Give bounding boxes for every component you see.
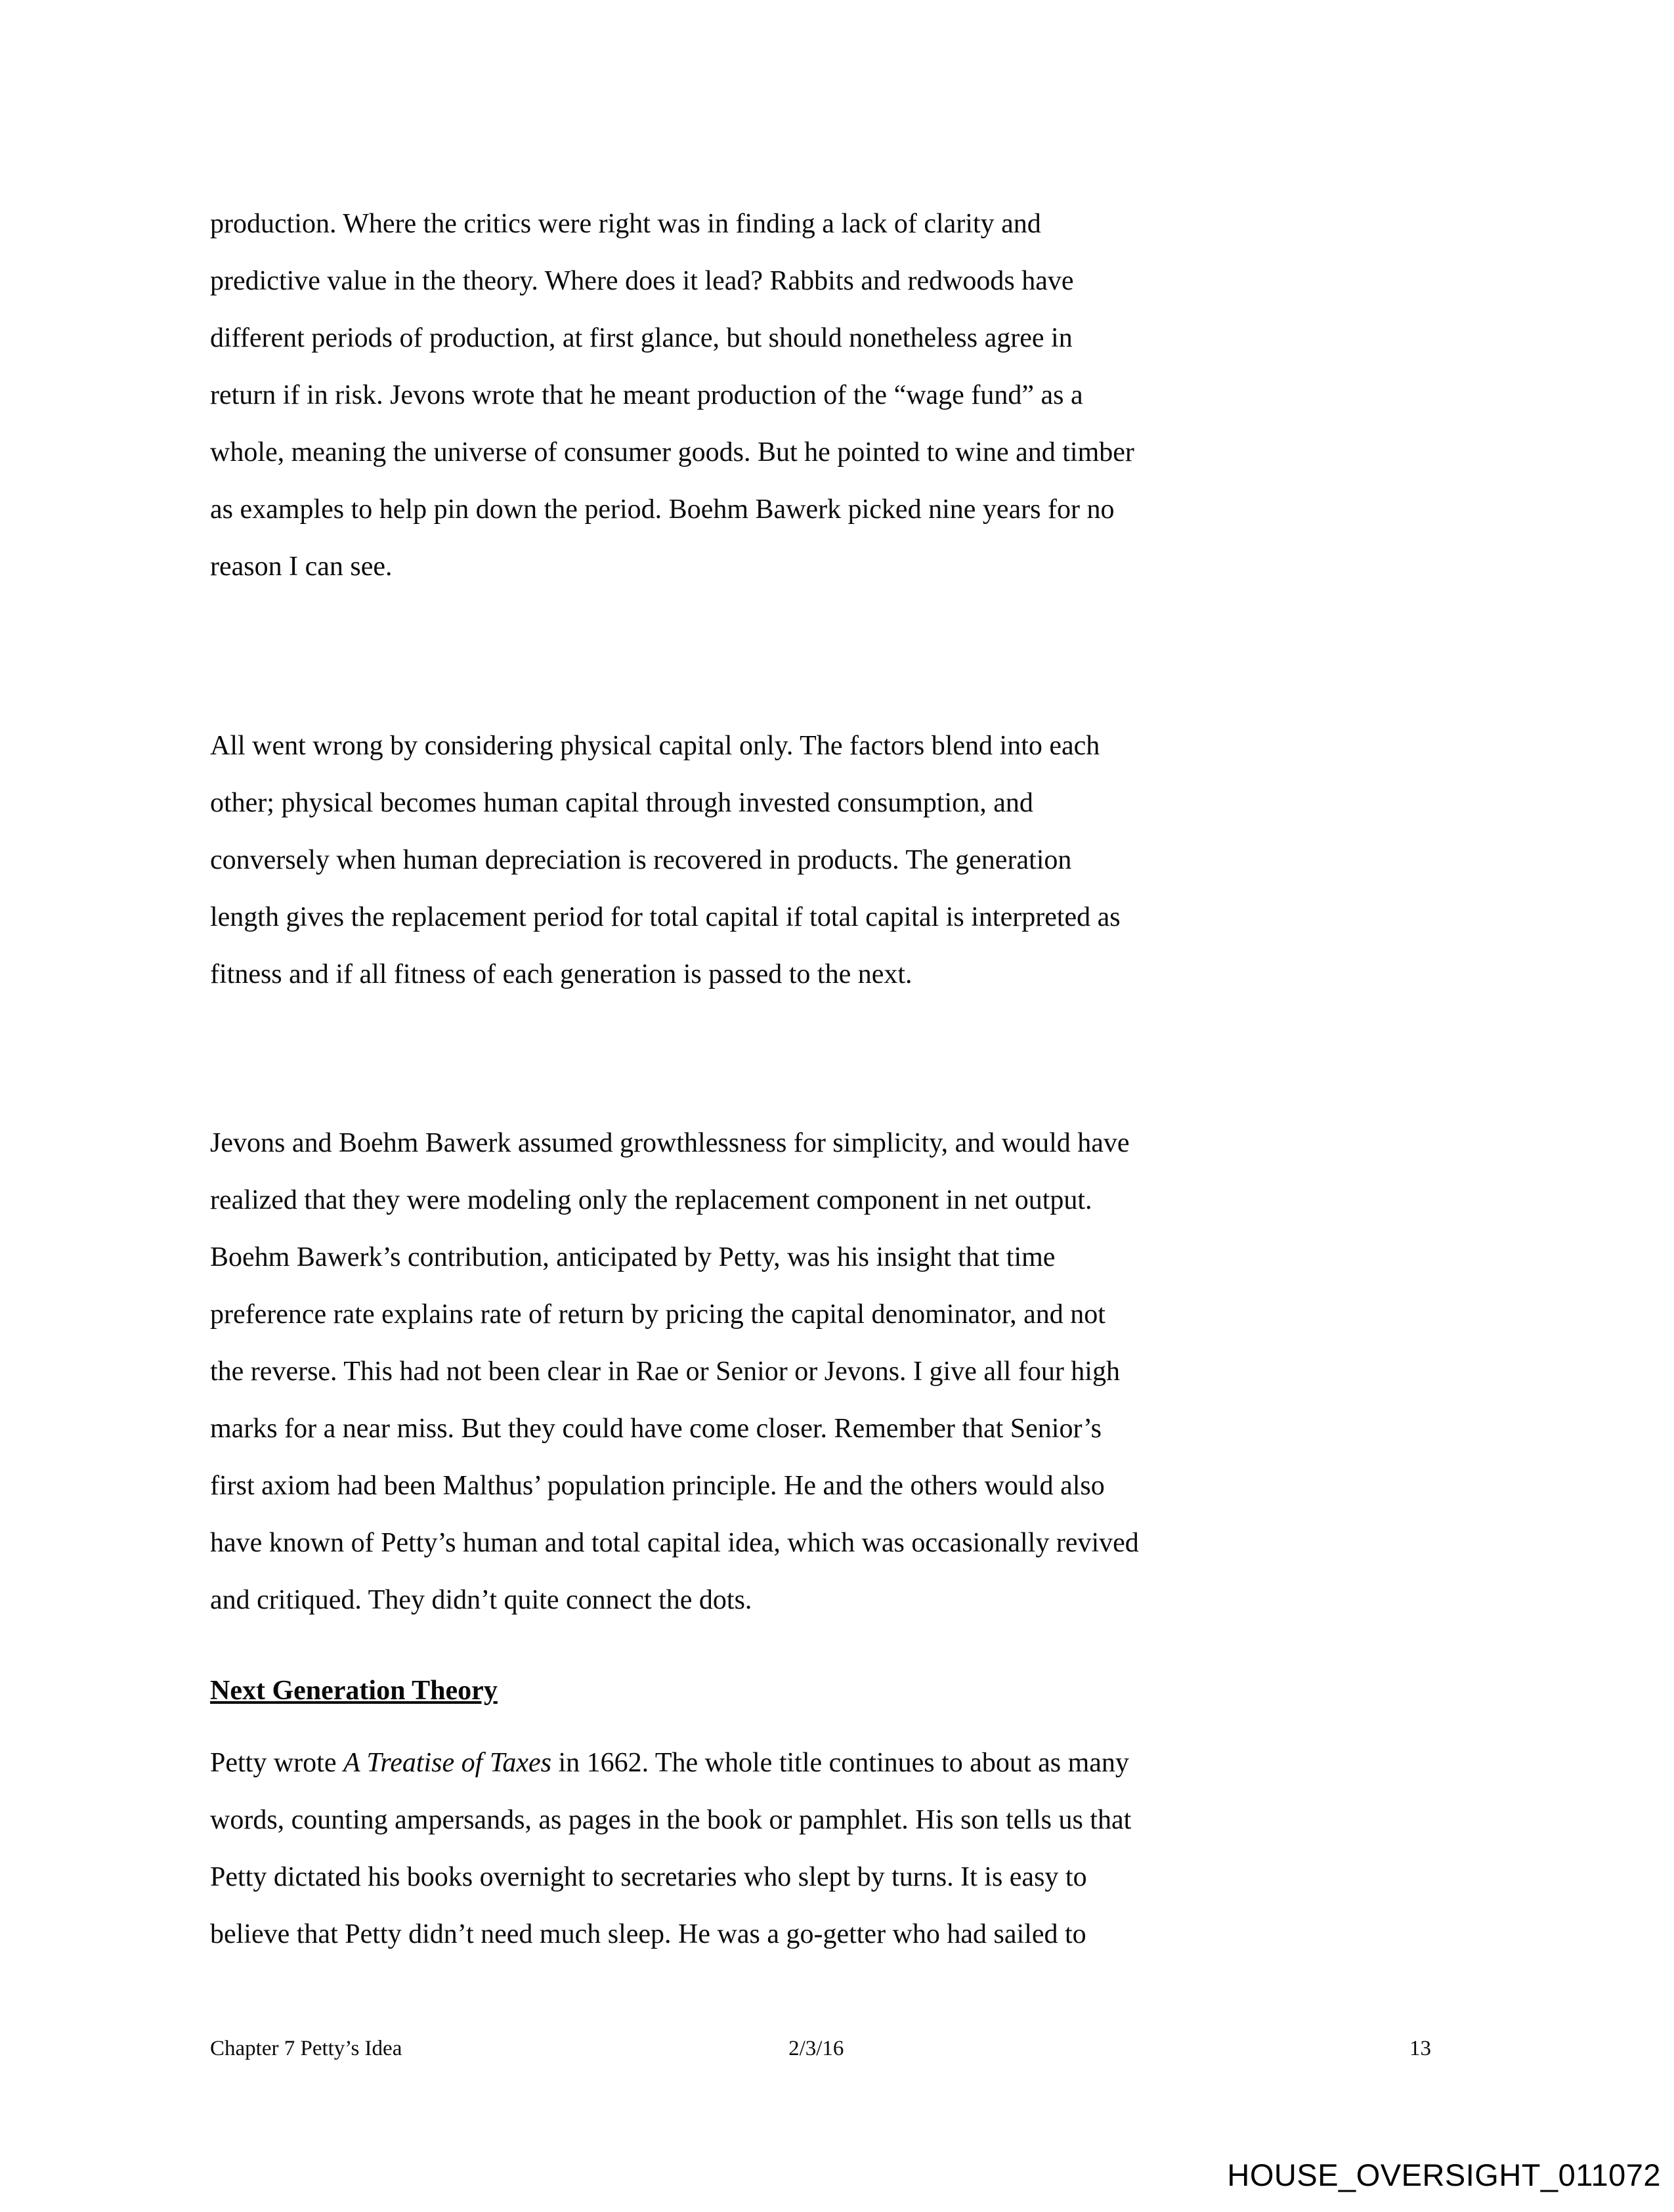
paragraph-2	[210, 718, 1457, 1003]
body-text-segment: in 1662. The whole title continues to about as many	[551, 1748, 1129, 1778]
footer-chapter-title: Chapter 7 Petty’s Idea	[210, 2037, 402, 2060]
body-line: conversely when human depreciation is recovered in products. The generation	[210, 845, 1072, 875]
body-line: reason I can see.	[210, 552, 393, 582]
paragraph-4	[210, 1735, 1457, 1963]
body-line: All went wrong by considering physical capital only. The factors blend into each	[210, 731, 1100, 761]
bates-stamp: HOUSE_OVERSIGHT_011072	[1227, 2158, 1661, 2192]
book-title-italic: A Treatise of Taxes	[343, 1748, 551, 1778]
body-line: production. Where the critics were right was in finding a lack of clarity and	[210, 209, 1041, 239]
body-line: words, counting ampersands, as pages in the book or pamphlet. His son tells us that	[210, 1805, 1132, 1835]
body-line: as examples to help pin down the period. Boehm Bawerk picked nine years for no	[210, 494, 1115, 525]
footer-page-number: 13	[1409, 2037, 1431, 2060]
page-footer	[210, 2034, 1431, 2063]
body-line: realized that they were modeling only the replacement component in net output.	[210, 1185, 1092, 1215]
section-heading: Next Generation Theory	[210, 1676, 498, 1706]
body-line: the reverse. This had not been clear in Rae or Senior or Jevons. I give all four high	[210, 1356, 1120, 1387]
body-line: different periods of production, at first glance, but should nonetheless agree in	[210, 323, 1073, 353]
body-line: first axiom had been Malthus’ population principle. He and the others would also	[210, 1471, 1105, 1501]
body-line: whole, meaning the universe of consumer goods. But he pointed to wine and timber	[210, 437, 1134, 467]
footer-date: 2/3/16	[788, 2037, 844, 2060]
section-heading-block	[210, 1662, 1457, 1720]
body-line: length gives the replacement period for total capital if total capital is interpreted as	[210, 902, 1121, 932]
paragraph-1	[210, 196, 1457, 596]
body-text-segment: Petty wrote	[210, 1748, 343, 1778]
body-line: preference rate explains rate of return by pricing the capital denominator, and not	[210, 1299, 1105, 1330]
body-line: return if in risk. Jevons wrote that he meant production of the “wage fund” as a	[210, 380, 1083, 410]
body-line: Boehm Bawerk’s contribution, anticipated by Petty, was his insight that time	[210, 1242, 1056, 1272]
body-line: fitness and if all fitness of each generation is passed to the next.	[210, 959, 912, 989]
body-line: marks for a near miss. But they could have come closer. Remember that Senior’s	[210, 1414, 1102, 1444]
body-line: other; physical becomes human capital through invested consumption, and	[210, 788, 1033, 818]
body-line: believe that Petty didn’t need much sleep. He was a go-getter who had sailed to	[210, 1919, 1086, 1949]
body-line	[210, 1735, 1457, 1792]
body-line: Petty dictated his books overnight to secretaries who slept by turns. It is easy to	[210, 1862, 1087, 1892]
body-line: Jevons and Boehm Bawerk assumed growthlessness for simplicity, and would have	[210, 1128, 1130, 1158]
body-line: and critiqued. They didn’t quite connect the dots.	[210, 1585, 752, 1615]
paragraph-3	[210, 1115, 1457, 1629]
body-line: have known of Petty’s human and total capital idea, which was occasionally revived	[210, 1528, 1139, 1558]
body-line: predictive value in the theory. Where does it lead? Rabbits and redwoods have	[210, 266, 1074, 296]
